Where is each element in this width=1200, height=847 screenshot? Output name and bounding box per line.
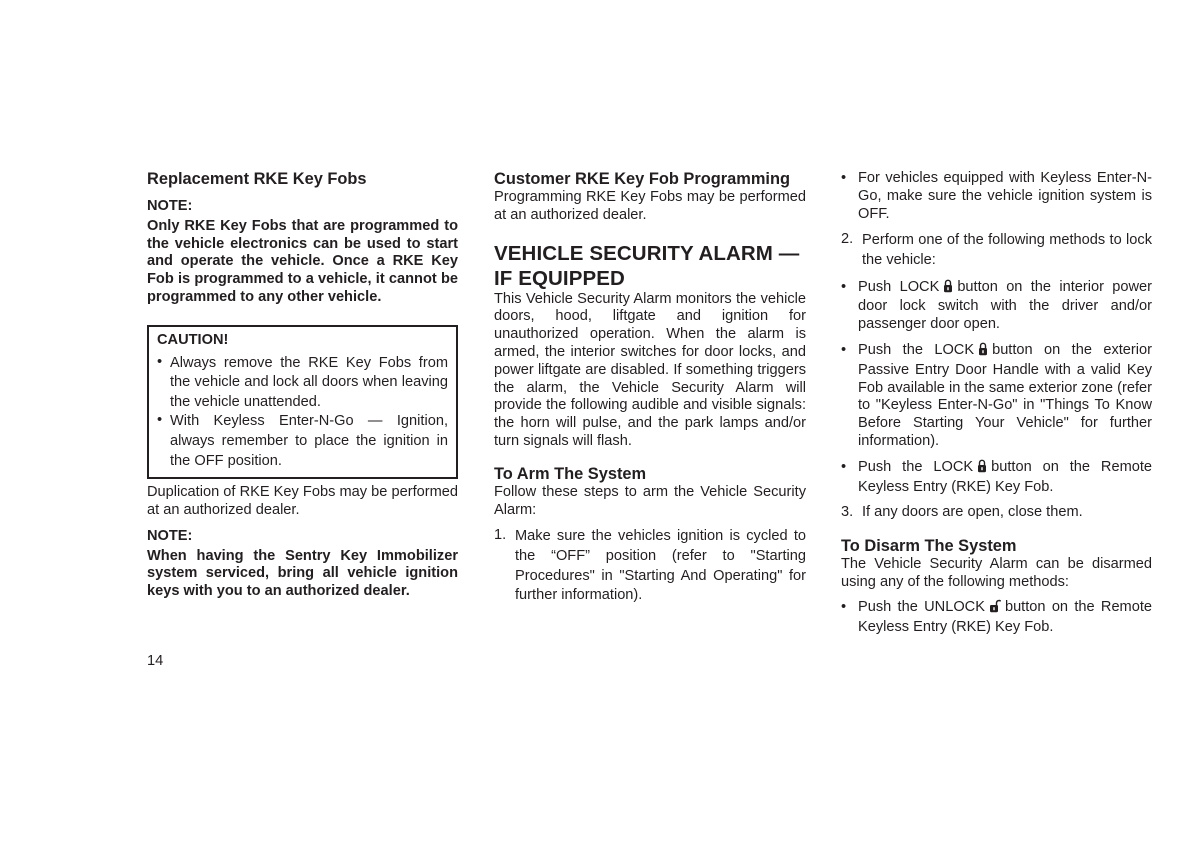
step-text: Make sure the vehicles ignition is cycled to the “OFF” position (refer to "Starting Procedures" in "Starting And Operating" for further information). <box>515 528 806 604</box>
lock-icon <box>943 279 953 299</box>
list-item <box>841 599 1152 637</box>
page-number: 14 <box>147 653 164 669</box>
step-item <box>494 527 806 605</box>
bullet-icon: • <box>841 458 847 475</box>
column-middle <box>494 170 806 606</box>
alarm-text: This Vehicle Security Alarm monitors the vehicle doors, hood, liftgate and ignition for unauthorized operation. When the alarm is armed, the interior switches for door locks, and power liftgate are disabled. If something triggers the alarm, the Vehicle Security Alarm will provide the following audible and visible signals: the horn will pulse, and the park lamps and/or turn signals will flash. <box>494 290 806 449</box>
step-number: 1. <box>494 527 507 544</box>
step-number: 3. <box>841 504 854 521</box>
caution-item <box>157 412 448 471</box>
lock-icon <box>978 342 988 362</box>
disarm-intro: The Vehicle Security Alarm can be disarmed using any of the following methods: <box>841 556 1152 590</box>
note-text: When having the Sentry Key Immobilizer system serviced, bring all vehicle ignition keys with you to an authorized dealer. <box>147 547 458 600</box>
disarm-heading: To Disarm The System <box>841 537 1017 556</box>
bullet-icon: • <box>157 353 163 370</box>
caution-item-text: With Keyless Enter-N-Go — Ignition, always remember to place the ignition in the OFF position. <box>170 413 448 469</box>
lock-b-pre: Push the LOCK <box>858 341 975 358</box>
list-item <box>841 459 1152 497</box>
note-text: Only RKE Key Fobs that are programmed to the vehicle electronics can be used to start and operate the vehicle. Once a RKE Key Fob is programmed to a vehicle, it cannot be programmed to any other vehicle. <box>147 217 458 305</box>
arm-heading: To Arm The System <box>494 464 647 483</box>
lock-a-post: button on the interior power door lock switch with the driver and/or passenger door open. <box>858 278 1152 333</box>
replacement-fobs-heading: Replacement RKE Key Fobs <box>147 170 367 188</box>
bullet-icon: • <box>841 278 847 295</box>
caution-item-text: Always remove the RKE Key Fobs from the vehicle and lock all doors when leaving the vehicle unattended. <box>170 354 448 410</box>
unlock-pre: Push the UNLOCK <box>858 598 985 615</box>
arm-intro: Follow these steps to arm the Vehicle Security Alarm: <box>494 483 806 518</box>
lock-c-post: button on the Remote Keyless Entry (RKE) Key Fob. <box>858 458 1153 495</box>
caution-box <box>147 325 458 479</box>
duplication-text: Duplication of RKE Key Fobs may be performed at an authorized dealer. <box>147 484 458 518</box>
step-text: Perform one of the following methods to lock the vehicle: <box>862 232 1152 268</box>
column-right <box>841 170 1152 636</box>
list-item-text <box>858 599 1152 637</box>
caution-label: CAUTION! <box>157 331 229 348</box>
unlock-icon <box>989 599 1001 619</box>
list-item-text: For vehicles equipped with Keyless Enter-N-Go, make sure the vehicle ignition system is OFF. <box>858 170 1152 222</box>
step-text: If any doors are open, close them. <box>862 504 1083 521</box>
lock-icon <box>977 459 987 479</box>
lock-c-pre: Push the LOCK <box>858 458 974 475</box>
step-item <box>841 231 1152 270</box>
bullet-icon: • <box>841 598 847 615</box>
note-label: NOTE: <box>147 198 193 214</box>
lock-b-post: button on the exterior Passive Entry Door Handle with a valid Key Fob available in the same exterior zone (refer to "Keyless Enter-N-Go" in "Things To Know Before Starting Your Vehicle" for further information). <box>858 341 1153 449</box>
list-item <box>841 342 1152 451</box>
step-number: 2. <box>841 231 854 248</box>
list-item-text <box>858 459 1152 497</box>
alarm-heading: VEHICLE SECURITY ALARM — IF EQUIPPED <box>494 241 800 290</box>
lock-a-pre: Push LOCK <box>858 278 940 295</box>
programming-heading: Customer RKE Key Fob Programming <box>494 170 790 188</box>
column-left <box>147 170 458 601</box>
list-item-text <box>858 279 1152 334</box>
list-item-text <box>858 342 1152 451</box>
bullet-icon: • <box>157 412 163 429</box>
programming-text: Programming RKE Key Fobs may be performed at an authorized dealer. <box>494 189 806 223</box>
bullet-icon: • <box>841 170 847 186</box>
list-item <box>841 170 1152 223</box>
bullet-icon: • <box>841 341 847 358</box>
unlock-post: button on the Remote Keyless Entry (RKE) Key Fob. <box>858 598 1153 635</box>
list-item <box>841 279 1152 334</box>
caution-item <box>157 354 448 413</box>
note-label: NOTE: <box>147 527 193 544</box>
step-item <box>841 504 1152 522</box>
